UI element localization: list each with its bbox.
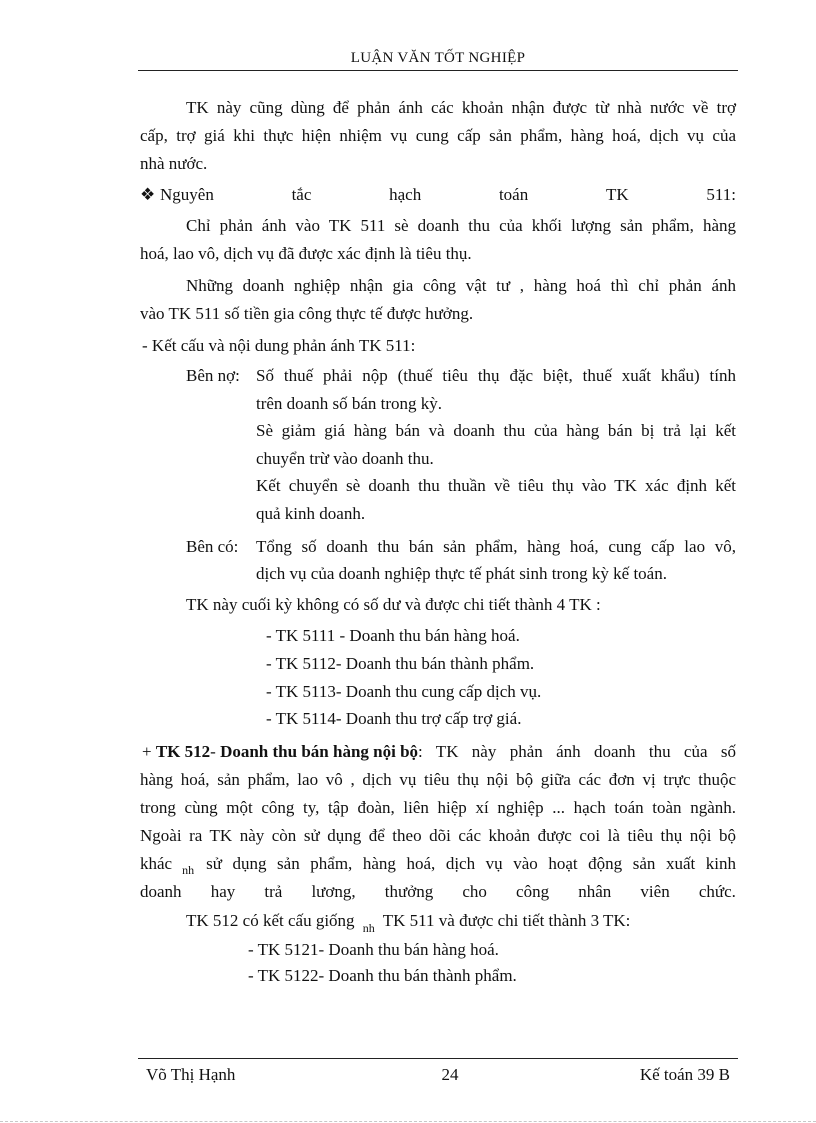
credit-label: Bên có: — [186, 537, 239, 556]
credit-line: dịch vụ của doanh nghiệp thực tế phát sinh trong kỳ kế toán. — [256, 564, 667, 583]
debit-line: Kết chuyển sè doanh thu thuần về tiêu thụ vào TK xác định kết — [256, 476, 736, 495]
tk512-heading — [142, 741, 418, 763]
debit-line: Số thuế phải nộp (thuế tiêu thụ đặc biệt, thuế xuất khẩu) tính — [256, 366, 736, 385]
para1-line-2: hoá, lao vô, dịch vụ đã được xác định là tiêu thụ. — [140, 244, 472, 263]
tk512-line-1 — [142, 741, 736, 763]
principle-word: Nguyên — [160, 185, 214, 204]
tk512-line-7 — [186, 910, 630, 933]
debit-line: quả kinh doanh. — [256, 504, 366, 523]
balance-note: TK này cuối kỳ không có số dư và được chi tiết thành 4 TK : — [186, 595, 601, 614]
diamond-bullet-icon: ❖ — [140, 185, 156, 204]
tk512-line7-sub: nh — [362, 921, 375, 935]
tk512-sub-account: - TK 5121- Doanh thu bán hàng hoá. — [248, 940, 499, 959]
tk512-dash: - — [210, 742, 221, 761]
tk512-line-5 — [140, 853, 736, 875]
tk512-line6-word: trả — [264, 882, 283, 901]
para1-line-1: Chỉ phản ánh vào TK 511 sè doanh thu của khối lượng sản phẩm, hàng — [186, 216, 736, 235]
tk512-line6-word: chức. — [698, 882, 736, 901]
intro-line-3: nhà nước. — [140, 154, 208, 173]
tk512-line6-word: nhân — [578, 882, 612, 901]
tk512-line-2: hàng hoá, sản phẩm, lao vô , dịch vụ tiêu thụ nội bộ giữa các đơn vị trực thuộc — [140, 770, 736, 789]
footer-class: Kế toán 39 B — [639, 1065, 730, 1084]
tk512-line7-a: TK 512 có kết cấu giống — [186, 911, 355, 930]
tk512-title: TK 512 — [155, 742, 211, 761]
sub-account-item: - TK 5114- Doanh thu trợ cấp trợ giá. — [266, 709, 522, 728]
tk512-rest: : TK này phản ánh doanh thu của số — [418, 742, 736, 761]
header-rule — [138, 70, 738, 71]
principle-word: tắc — [291, 185, 312, 204]
page-bottom-border — [0, 1121, 816, 1122]
tk512-line-3: trong cùng một công ty, tập đoàn, liên hiệp xí nghiệp ... hạch toán toàn ngành. — [140, 798, 736, 817]
principle-first — [140, 184, 214, 206]
debit-line: trên doanh số bán trong kỳ. — [256, 394, 443, 413]
tk512-line6-word: viên — [640, 882, 670, 901]
debit-label: Bên nợ: — [186, 366, 240, 385]
tk512-line-6 — [140, 881, 736, 903]
debit-line: Sè giảm giá hàng bán và doanh thu của hàng bán bị trả lại kết — [256, 421, 736, 440]
footer-page-number: 24 — [441, 1065, 459, 1084]
sub-account-item: - TK 5112- Doanh thu bán thành phẩm. — [266, 654, 535, 673]
tk512-line6-word: công — [516, 882, 550, 901]
principle-word: 511: — [706, 185, 736, 204]
tk512-title2: Doanh thu bán hàng nội bộ — [220, 742, 419, 761]
principle-word: toán — [498, 185, 529, 204]
tk512-line6-word: thưởng — [384, 882, 434, 901]
tk512-line6-word: lương, — [311, 882, 356, 901]
debit-line: chuyển trừ vào doanh thu. — [256, 449, 434, 468]
tk512-line7-b: TK 511 và được chi tiết thành 3 TK: — [382, 911, 631, 930]
para2-line-1: Những doanh nghiệp nhận gia công vật tư , hàng hoá thì chỉ phản ánh — [186, 276, 736, 295]
para2-line-2: vào TK 511 số tiền gia công thực tế được hưởng. — [140, 304, 474, 323]
tk512-line5-a: khác — [140, 854, 173, 873]
tk512-sub-account: - TK 5122- Doanh thu bán thành phẩm. — [248, 966, 517, 985]
tk512-line6-word: cho — [462, 882, 487, 901]
intro-line-2: cấp, trợ giá khi thực hiện nhiệm vụ cung cấp sản phẩm, hàng hoá, dịch vụ của — [140, 126, 736, 145]
credit-line: Tổng số doanh thu bán sản phẩm, hàng hoá, cung cấp lao vô, — [256, 537, 736, 556]
principle-heading — [140, 184, 736, 206]
tk512-line-4: Ngoài ra TK này còn sử dụng để theo dõi các khoản được coi là tiêu thụ nội bộ — [140, 826, 736, 845]
sub-account-item: - TK 5111 - Doanh thu bán hàng hoá. — [266, 626, 520, 645]
tk512-line6-word: doanh — [140, 882, 182, 901]
footer-author: Võ Thị Hạnh — [146, 1065, 236, 1084]
page-header-title: LUẬN VĂN TỐT NGHIỆP — [350, 50, 526, 66]
principle-word: TK — [605, 185, 629, 204]
tk512-prefix: + — [142, 742, 156, 761]
tk512-line5-sub: nh — [182, 863, 195, 877]
intro-line-1: TK này cũng dùng để phản ánh các khoản nhận được từ nhà nước về trợ — [186, 98, 736, 117]
structure-heading: - Kết cấu và nội dung phản ánh TK 511: — [142, 336, 416, 355]
sub-account-item: - TK 5113- Doanh thu cung cấp dịch vụ. — [266, 682, 542, 701]
tk512-line5-b: sử dụng sản phẩm, hàng hoá, dịch vụ vào hoạt động sản xuất kinh — [206, 854, 736, 873]
tk512-line6-word: hay — [210, 882, 236, 901]
principle-word: hạch — [389, 185, 422, 204]
footer-rule — [138, 1058, 738, 1059]
